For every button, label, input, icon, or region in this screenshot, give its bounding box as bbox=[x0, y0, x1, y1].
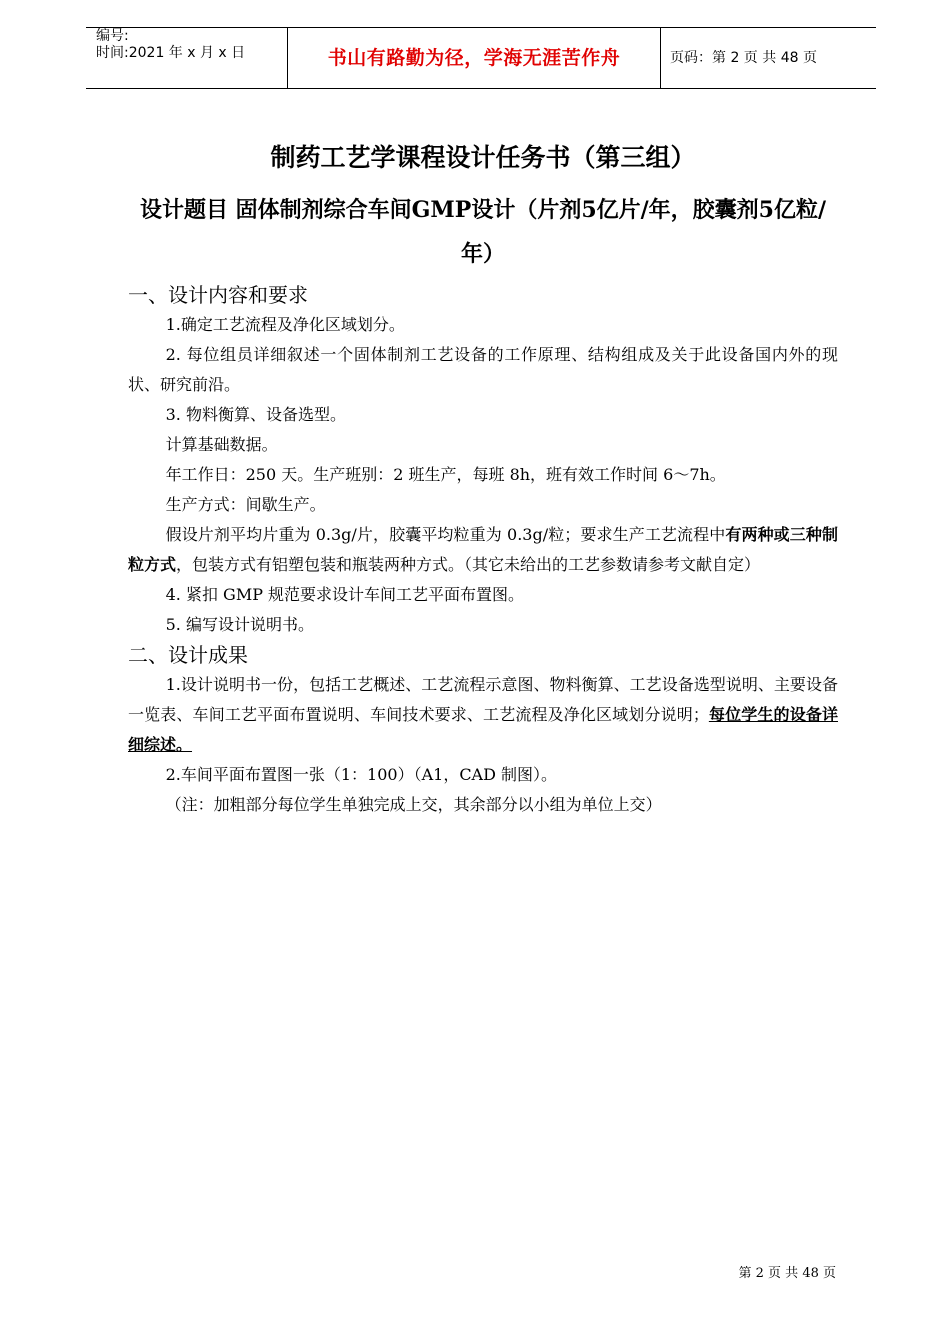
time-label: 时间:2021 年 x 月 x 日 bbox=[96, 45, 246, 61]
paragraph: 2. 每位组员详细叙述一个固体制剂工艺设备的工作原理、结构组成及关于此设备国内外的现状、研究前沿。 bbox=[128, 345, 838, 394]
text-run: 假设片剂平均片重为 0.3g/片，胶囊平均粒重为 0.3g/粒；要求生产工艺流程中 bbox=[165, 525, 726, 544]
header-page-info: 页码：第 2 页 共 48 页 bbox=[670, 50, 817, 66]
paragraph: 3. 物料衡算、设备选型。 bbox=[165, 405, 346, 424]
section-heading-requirements: 一、设计内容和要求 bbox=[128, 283, 308, 307]
document-title: 制药工艺学课程设计任务书（第三组） bbox=[270, 143, 696, 172]
document-body bbox=[128, 140, 838, 820]
header-meta bbox=[96, 28, 288, 62]
paragraph: 生产方式：间歇生产。 bbox=[165, 495, 326, 514]
number-label: 编号: bbox=[96, 28, 129, 44]
page-footer: 第 2 页 共 48 页 bbox=[738, 1266, 836, 1281]
text-run: 1.设计说明书一份，包括工艺概述、工艺流程示意图、物料衡算、工艺设备选型说明、主要设备一览表、车间工艺平面布置说明、车间技术要求、工艺流程及净化区域划分说明； bbox=[128, 675, 838, 724]
paragraph-granulation bbox=[128, 520, 838, 580]
text-run: ，包装方式有铝塑包装和瓶装两种方式。（其它未给出的工艺参数请参考文献自定） bbox=[176, 555, 761, 574]
bold-underlined-text: 每位学生的设备详细综述。 bbox=[128, 705, 838, 754]
note: （注：加粗部分每位学生单独完成上交，其余部分以小组为单位上交） bbox=[165, 795, 662, 814]
bold-text: 有两种或三种制粒方式 bbox=[128, 525, 838, 574]
paragraph: 4. 紧扣 GMP 规范要求设计车间工艺平面布置图。 bbox=[165, 585, 525, 604]
header-divider bbox=[660, 28, 661, 88]
paragraph-deliverables bbox=[128, 670, 838, 760]
paragraph: 年工作日：250 天。生产班别：2 班生产，每班 8h，班有效工作时间 6～7h。 bbox=[165, 465, 726, 484]
paragraph: 5. 编写设计说明书。 bbox=[165, 615, 314, 634]
paragraph: 2.车间平面布置图一张（1：100）（A1，CAD 制图）。 bbox=[165, 765, 558, 784]
section-heading-deliverables: 二、设计成果 bbox=[128, 643, 248, 667]
design-topic: 设计题目 固体制剂综合车间GMP设计（片剂5亿片/年，胶囊剂5亿粒/年） bbox=[139, 197, 827, 267]
header-motto: 书山有路勤为径，学海无涯苦作舟 bbox=[327, 47, 621, 69]
paragraph: 计算基础数据。 bbox=[165, 435, 278, 454]
paragraph: 1.确定工艺流程及净化区域划分。 bbox=[165, 315, 405, 334]
page-header bbox=[86, 27, 876, 89]
